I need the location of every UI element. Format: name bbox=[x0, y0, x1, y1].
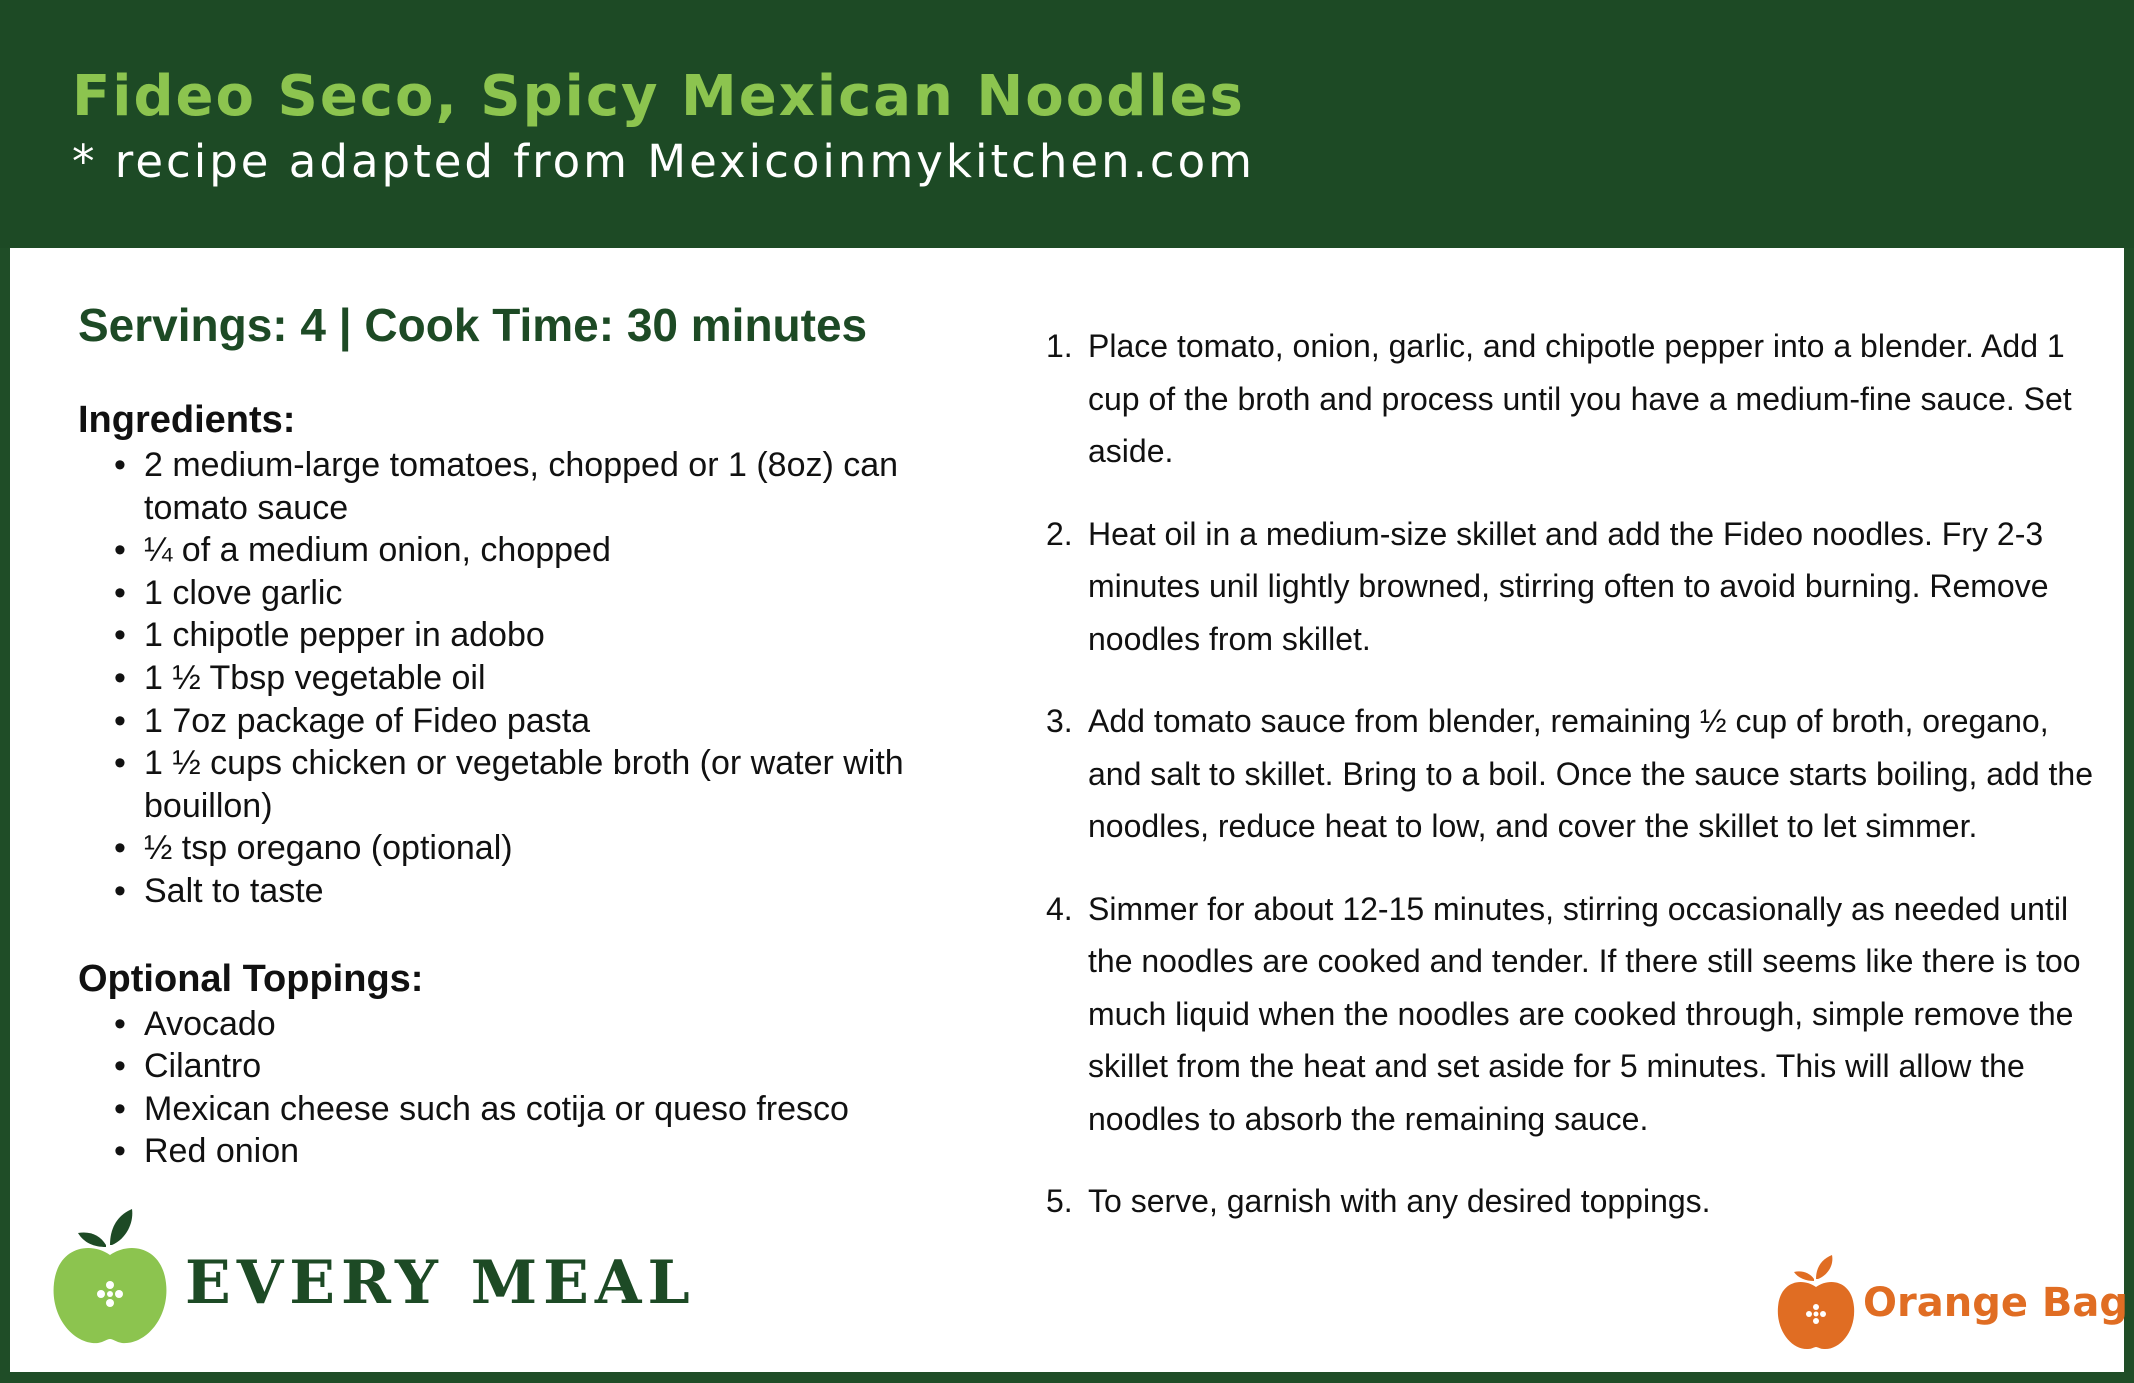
page-subtitle: * recipe adapted from Mexicoinmykitchen.com bbox=[72, 135, 1256, 188]
ingredients-heading: Ingredients: bbox=[78, 399, 296, 441]
ingredient-item: • 1 ½ Tbsp vegetable oil bbox=[78, 657, 978, 700]
topping-item: • Mexican cheese such as cotija or queso fresco bbox=[78, 1088, 978, 1131]
topping-item: • Avocado bbox=[78, 1003, 978, 1046]
every-meal-logo-text: EVERY MEAL bbox=[185, 1248, 696, 1318]
left-column bbox=[78, 298, 978, 1173]
recipe-card bbox=[10, 248, 2128, 1372]
ingredient-item: • Salt to taste bbox=[78, 870, 978, 913]
toppings-list bbox=[78, 1003, 978, 1173]
step-text: Heat oil in a medium-size skillet and add the Fideo noodles. Fry 2-3 minutes unil lightly browned, stirring often to avoid burning. Remove noodles from skillet. bbox=[1088, 515, 2049, 657]
servings-cooktime: Servings: 4 | Cook Time: 30 minutes bbox=[78, 299, 868, 351]
step-item bbox=[1036, 1175, 2096, 1228]
ingredient-item: • ½ tsp oregano (optional) bbox=[78, 827, 978, 870]
step-item bbox=[1036, 320, 2096, 478]
green-apple-icon bbox=[50, 1205, 170, 1345]
ingredient-item: • ¼ of a medium onion, chopped bbox=[78, 529, 978, 572]
topping-item: • Cilantro bbox=[78, 1045, 978, 1088]
ingredient-item: • 1 ½ cups chicken or vegetable broth (or water with bouillon) bbox=[78, 742, 978, 827]
step-item bbox=[1036, 883, 2096, 1146]
step-number: 4. bbox=[1046, 890, 1073, 927]
step-number: 2. bbox=[1046, 515, 1073, 552]
orange-bag-logo-text: Orange Bag bbox=[1863, 1280, 2128, 1326]
toppings-heading: Optional Toppings: bbox=[78, 957, 424, 1000]
step-item bbox=[1036, 695, 2096, 853]
instructions-list bbox=[1036, 320, 2096, 1228]
step-item bbox=[1036, 508, 2096, 666]
step-number: 3. bbox=[1046, 703, 1073, 739]
page-title: Fideo Seco, Spicy Mexican Noodles bbox=[72, 64, 1245, 129]
step-number: 1. bbox=[1046, 328, 1073, 364]
header-banner bbox=[0, 0, 2134, 248]
step-text: Simmer for about 12-15 minutes, stirring occasionally as needed until the noodles are cooked and tender. If there still seems like there is too much liquid when the noodles are cooked through, simple remove the skillet from the heat and set aside for 5 minutes. This will allow the noodles to absorb the remaining sauce. bbox=[1088, 890, 2081, 1137]
ingredient-item: • 1 chipotle pepper in adobo bbox=[78, 614, 978, 657]
step-text: Add tomato sauce from blender, remaining ½ cup of broth, oregano, and salt to skillet. Bring to a boil. Once the sauce starts boiling, add the noodles, reduce heat to low, and cover the skillet to let simmer. bbox=[1088, 703, 2094, 844]
step-text: To serve, garnish with any desired toppings. bbox=[1088, 1183, 1711, 1219]
step-number: 5. bbox=[1046, 1183, 1073, 1219]
step-text: Place tomato, onion, garlic, and chipotle pepper into a blender. Add 1 cup of the broth and process until you have a medium-fine sauce. Set aside. bbox=[1088, 328, 2072, 469]
ingredient-item: • 1 7oz package of Fideo pasta bbox=[78, 700, 978, 743]
ingredient-item: • 2 medium-large tomatoes, chopped or 1 (8oz) can tomato sauce bbox=[78, 444, 978, 529]
ingredients-list bbox=[78, 444, 978, 913]
instructions-column bbox=[1036, 320, 2096, 1258]
orange-apple-icon bbox=[1776, 1253, 1856, 1351]
topping-item: • Red onion bbox=[78, 1130, 978, 1173]
ingredient-item: • 1 clove garlic bbox=[78, 572, 978, 615]
